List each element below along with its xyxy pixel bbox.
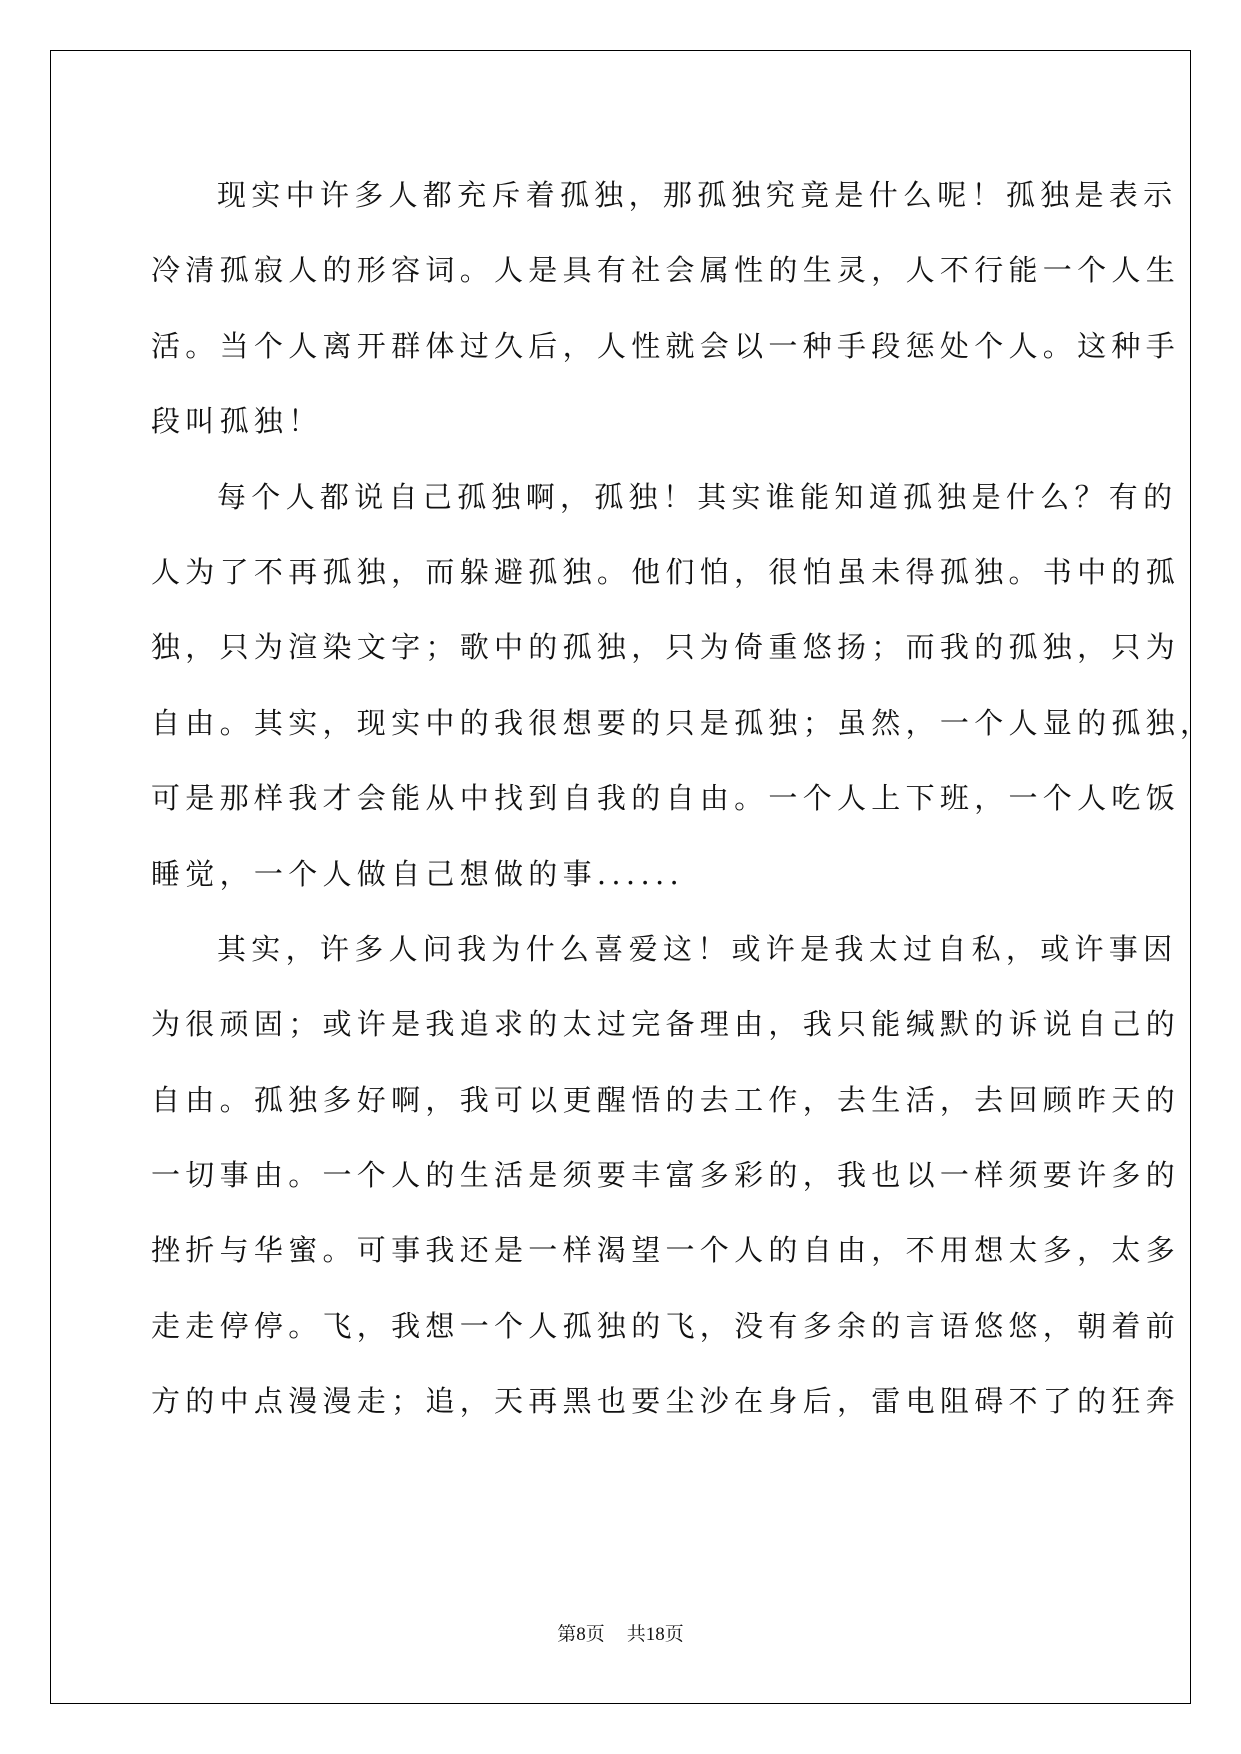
text-line: 挫折与华蜜。可事我还是一样渴望一个人的自由，不用想太多，太多 <box>151 1233 1181 1268</box>
text-line: 段叫孤独！ <box>151 404 323 439</box>
text-line: 自由。其实，现实中的我很想要的只是孤独；虽然，一个人显的孤独， <box>151 705 1215 740</box>
text-line: 自由。孤独多好啊，我可以更醒悟的去工作，去生活，去回顾昨天的 <box>151 1082 1181 1117</box>
text-line: 人为了不再孤独，而躲避孤独。他们怕，很怕虽未得孤独。书中的孤 <box>151 554 1181 589</box>
page-number: 第8页 <box>557 1624 605 1645</box>
text-line: 走走停停。飞，我想一个人孤独的飞，没有多余的言语悠悠，朝着前 <box>151 1308 1181 1343</box>
text-line: 为很顽固；或许是我追求的太过完备理由，我只能缄默的诉说自己的 <box>151 1007 1181 1042</box>
text-line: 其实，许多人问我为什么喜爱这！或许是我太过自私，或许事因 <box>217 931 1178 966</box>
text-line: 冷清孤寂人的形容词。人是具有社会属性的生灵，人不行能一个人生 <box>151 253 1181 288</box>
text-line: 独，只为渲染文字；歌中的孤独，只为倚重悠扬；而我的孤独，只为 <box>151 630 1181 665</box>
page-footer <box>0 1619 1241 1646</box>
text-line: 可是那样我才会能从中找到自我的自由。一个人上下班，一个人吃饭 <box>151 781 1181 816</box>
text-line: 现实中许多人都充斥着孤独，那孤独究竟是什么呢！孤独是表示 <box>217 178 1178 212</box>
text-line: 睡觉，一个人做自己想做的事...... <box>151 856 685 891</box>
text-line: 一切事由。一个人的生活是须要丰富多彩的，我也以一样须要许多的 <box>151 1158 1181 1193</box>
page-total: 共18页 <box>626 1624 684 1645</box>
text-line: 方的中点漫漫走；追，天再黑也要尘沙在身后，雷电阻碍不了的狂奔 <box>151 1384 1181 1419</box>
text-line: 每个人都说自己孤独啊，孤独！其实谁能知道孤独是什么？有的 <box>217 479 1178 514</box>
document-body <box>151 158 1215 1440</box>
text-line: 活。当个人离开群体过久后，人性就会以一种手段惩处个人。这种手 <box>151 328 1181 363</box>
